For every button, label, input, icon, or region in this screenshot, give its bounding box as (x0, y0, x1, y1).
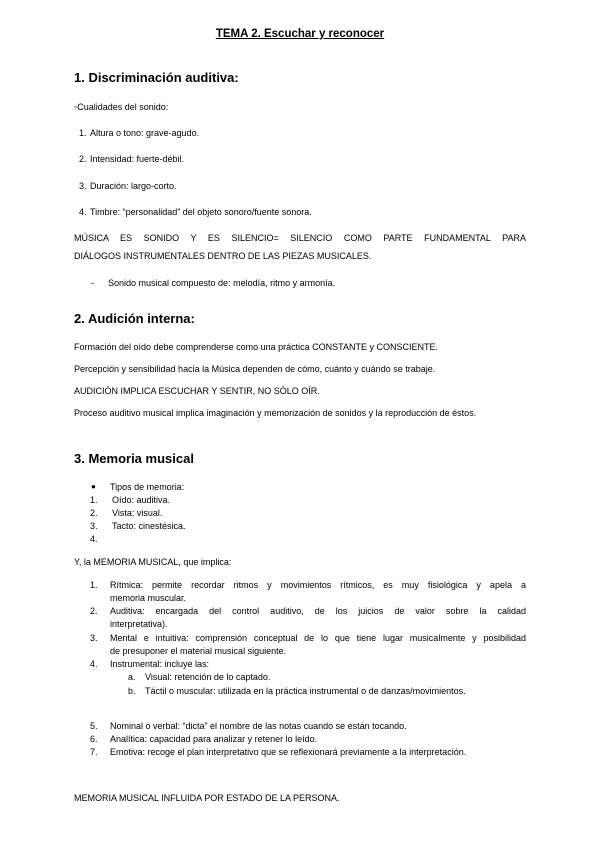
section-1-intro: ◦Cualidades del sonido: (74, 102, 169, 112)
musical-memory-intro: Y, la MEMORIA MUSICAL, que implica: (74, 557, 232, 567)
section-2-heading: 2. Audición interna: (74, 311, 195, 326)
list-text: Nominal o verbal: “dicta” el nombre de las notas cuando se están tocando. (110, 721, 407, 731)
list-number: 4. (90, 659, 98, 669)
list-text-line-1: Rítmica: permite recordar ritmos y movimientos rítmicos, es muy fisiológica y apela a (110, 580, 526, 590)
list-number: 1. (79, 128, 87, 138)
list-number: 6. (90, 734, 98, 744)
list-text: Táctil o muscular: utilizada en la práctica instrumental o de danzas/movimientos. (145, 686, 466, 696)
bullet-marker: ● (91, 482, 96, 491)
paragraph: Percepción y sensibilidad hacia la Música dependen de cómo, cuánto y cuándo se trabaje. (74, 364, 436, 374)
list-text: Timbre: “personalidad” del objeto sonoro/fuente sonora. (90, 207, 312, 217)
list-number: 3. (90, 521, 98, 531)
list-text-line-2: memoria muscular. (110, 593, 187, 603)
section-3-heading: 3. Memoria musical (74, 451, 194, 466)
paragraph: Formación del oído debe comprenderse como una práctica CONSTANTE y CONSCIENTE. (74, 342, 438, 352)
dash-marker: - (91, 278, 94, 288)
list-text: Tacto: cinestésica. (112, 521, 186, 531)
paragraph: AUDICIÓN IMPLICA ESCUCHAR Y SENTIR, NO SÓLO OÍR. (74, 386, 320, 396)
list-text-line-1: Auditiva: encargada del control auditivo, de los juicios de valor sobre la calidad (110, 606, 526, 616)
list-text-line-1: Mental e intuitiva: comprensión conceptual de lo que tiene lugar musicalmente y posibilidad (110, 633, 526, 643)
list-text-line-2: interpretativa). (110, 619, 168, 629)
list-letter: a. (128, 672, 136, 682)
list-text: Analítica: capacidad para analizar y retener lo leído. (110, 734, 318, 744)
caps-statement-line-1: MÚSICA ES SONIDO Y ES SILENCIO= SILENCIO COMO PARTE FUNDAMENTAL PARA (74, 233, 526, 243)
list-text: Emotiva: recoge el plan interpretativo que se reflexionará previamente a la interpretación. (110, 747, 467, 757)
footer-statement: MEMORIA MUSICAL INFLUIDA POR ESTADO DE LA PERSONA. (74, 793, 340, 803)
list-number: 3. (79, 181, 87, 191)
list-number: 4. (79, 207, 87, 217)
caps-statement-line-2: DIÁLOGOS INSTRUMENTALES DENTRO DE LAS PIEZAS MUSICALES. (74, 251, 372, 261)
list-text-line-2: de presuponer el material musical siguiente. (110, 646, 287, 656)
list-number: 7. (90, 747, 98, 757)
list-text: Altura o tono: grave-agudo. (90, 128, 200, 138)
memory-types-label: Tipos de memoria: (110, 482, 185, 492)
list-letter: b. (128, 686, 136, 696)
list-number: 1. (90, 495, 98, 505)
list-number: 5. (90, 721, 98, 731)
section-1-heading: 1. Discriminación auditiva: (74, 70, 239, 85)
page-title: TEMA 2. Escuchar y reconocer (215, 28, 385, 40)
list-number: 1. (90, 580, 98, 590)
dash-item-text: Sonido musical compuesto de: melodía, ritmo y armonía. (108, 278, 336, 288)
list-text: Oído: auditiva. (112, 495, 171, 505)
list-text: Vista: visual. (112, 508, 163, 518)
list-number: 2. (90, 508, 98, 518)
list-text: Duración: largo-corto. (90, 181, 177, 191)
list-number: 2. (79, 154, 87, 164)
paragraph: Proceso auditivo musical implica imaginación y memorización de sonidos y la reproducción de éstos. (74, 408, 477, 418)
list-number: 3. (90, 633, 98, 643)
list-number: 2. (90, 606, 98, 616)
list-text: Intensidad: fuerte-débil. (90, 154, 185, 164)
list-text: Instrumental: incluye las: (110, 659, 210, 669)
list-number: 4. (90, 534, 98, 544)
list-text: Visual: retención de lo captado. (145, 672, 271, 682)
